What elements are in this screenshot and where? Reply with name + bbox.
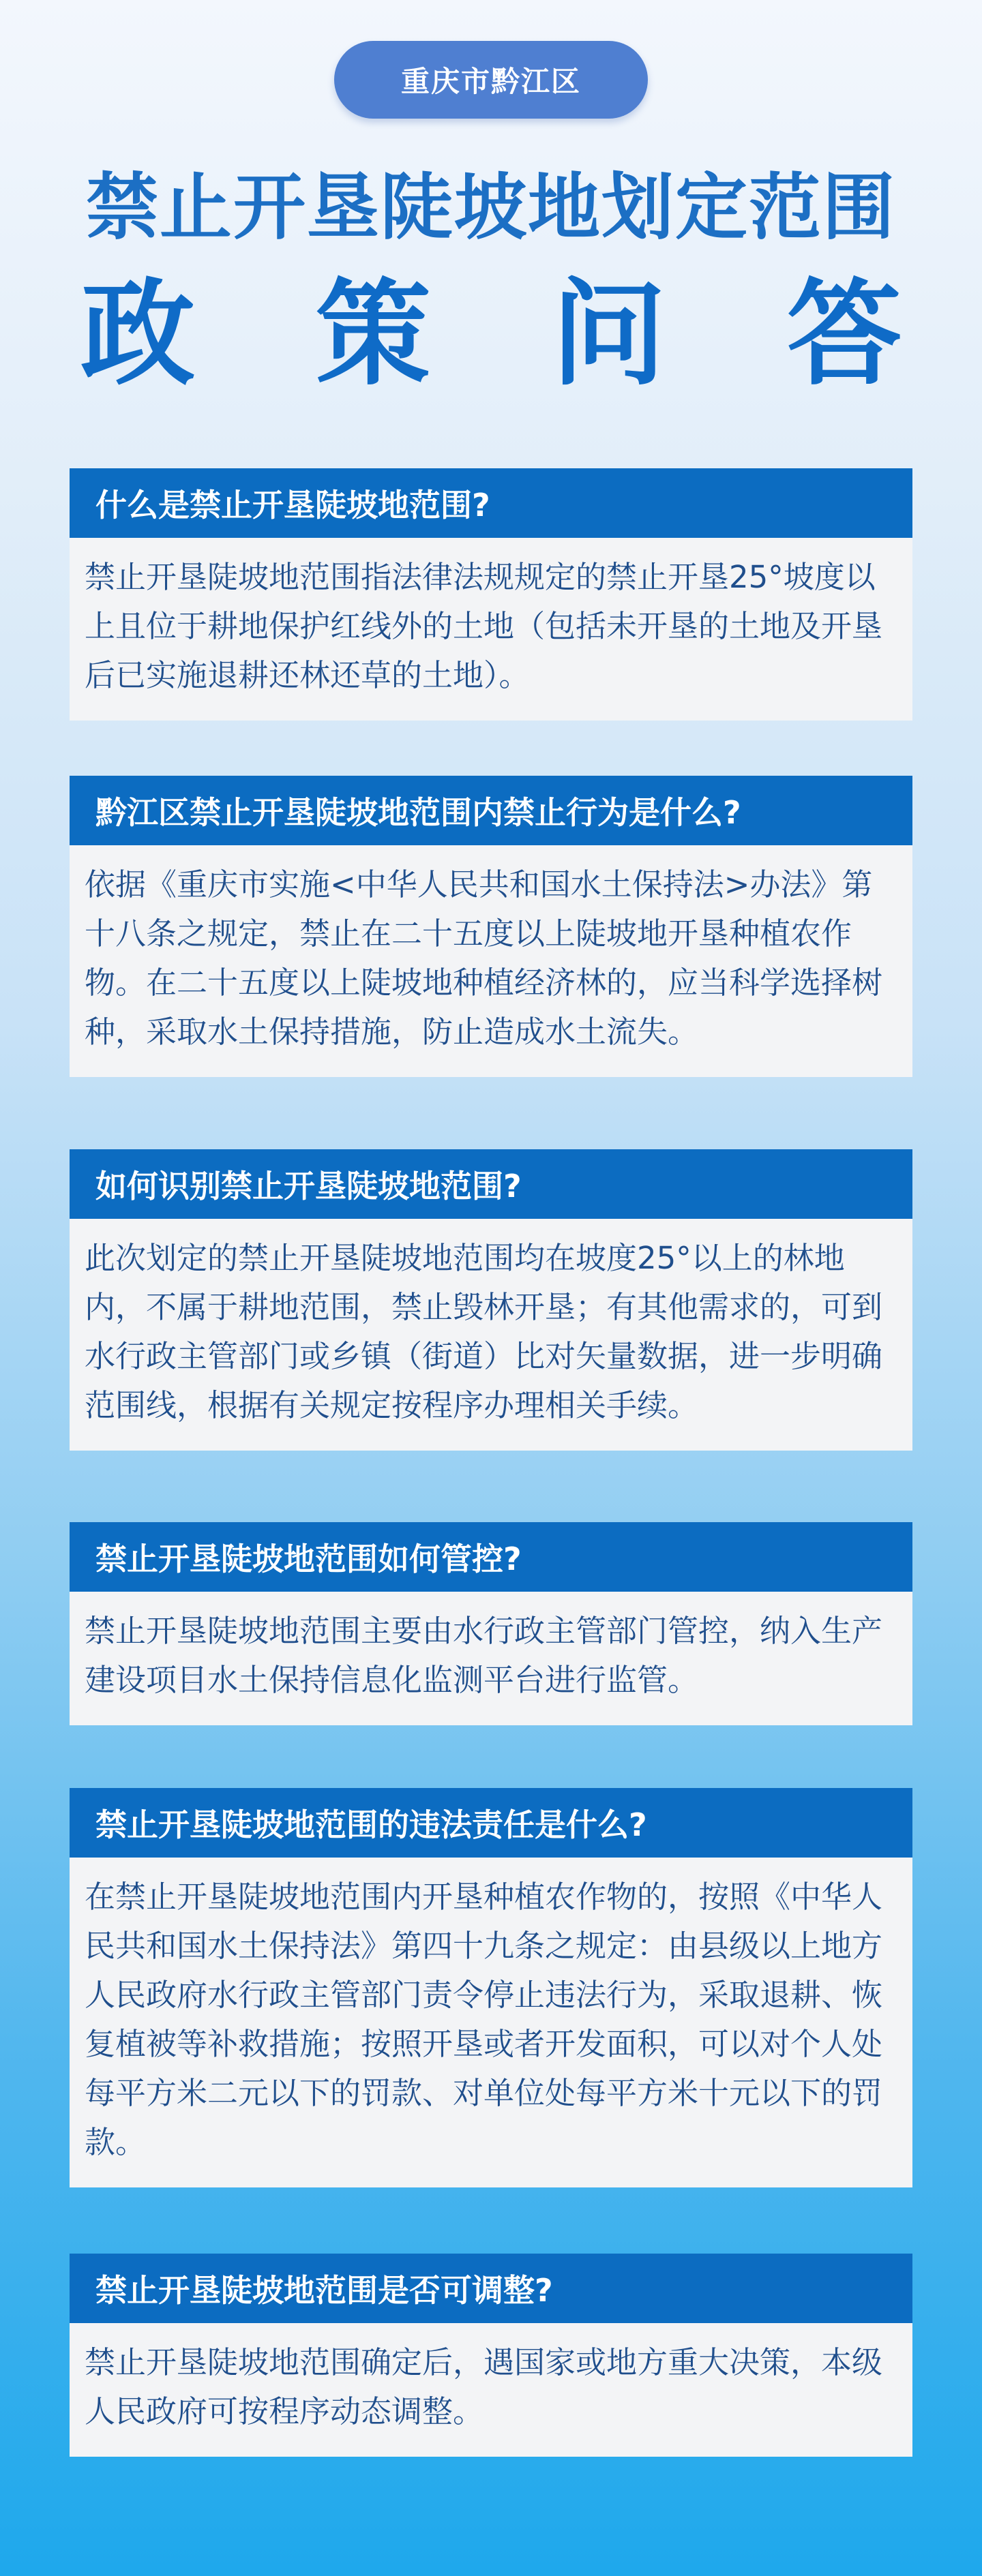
region-badge: 重庆市黔江区 bbox=[334, 41, 648, 119]
page-subtitle bbox=[80, 269, 902, 399]
qa-answer: 禁止开垦陡坡地范围确定后，遇国家或地方重大决策，本级人民政府可按程序动态调整。 bbox=[70, 2323, 912, 2457]
qa-card bbox=[70, 468, 912, 721]
qa-question: 黔江区禁止开垦陡坡地范围内禁止行为是什么? bbox=[70, 776, 912, 845]
qa-card bbox=[70, 776, 912, 1077]
qa-answer: 禁止开垦陡坡地范围主要由水行政主管部门管控，纳入生产建设项目水土保持信息化监测平台进行监管。 bbox=[70, 1592, 912, 1725]
subtitle-char: 政 bbox=[80, 267, 195, 401]
qa-card bbox=[70, 1788, 912, 2187]
qa-question: 禁止开垦陡坡地范围的违法责任是什么? bbox=[70, 1788, 912, 1858]
qa-question: 什么是禁止开垦陡坡地范围? bbox=[70, 468, 912, 538]
subtitle-char: 策 bbox=[316, 267, 431, 401]
qa-card bbox=[70, 2254, 912, 2457]
qa-question: 禁止开垦陡坡地范围是否可调整? bbox=[70, 2254, 912, 2323]
qa-card bbox=[70, 1522, 912, 1725]
qa-answer: 禁止开垦陡坡地范围指法律法规规定的禁止开垦25°坡度以上且位于耕地保护红线外的土地（包括未开垦的土地及开垦后已实施退耕还林还草的土地）。 bbox=[70, 538, 912, 721]
qa-card bbox=[70, 1149, 912, 1451]
subtitle-char: 答 bbox=[786, 267, 902, 401]
page-title: 禁止开垦陡坡地划定范围 bbox=[86, 166, 896, 249]
subtitle-char: 问 bbox=[551, 267, 666, 401]
qa-question: 如何识别禁止开垦陡坡地范围? bbox=[70, 1149, 912, 1219]
qa-answer: 依据《重庆市实施<中华人民共和国水土保持法>办法》第十八条之规定，禁止在二十五度以上陡坡地开垦种植农作物。在二十五度以上陡坡地种植经济林的，应当科学选择树种，采取水土保持措施，防止造成水土流失。 bbox=[70, 845, 912, 1077]
qa-question: 禁止开垦陡坡地范围如何管控? bbox=[70, 1522, 912, 1592]
qa-answer: 在禁止开垦陡坡地范围内开垦种植农作物的，按照《中华人民共和国水土保持法》第四十九条之规定：由县级以上地方人民政府水行政主管部门责令停止违法行为，采取退耕、恢复植被等补救措施；按照开垦或者开发面积，可以对个人处每平方米二元以下的罚款、对单位处每平方米十元以下的罚款。 bbox=[70, 1858, 912, 2187]
qa-answer: 此次划定的禁止开垦陡坡地范围均在坡度25°以上的林地内，不属于耕地范围，禁止毁林开垦；有其他需求的，可到水行政主管部门或乡镇（街道）比对矢量数据，进一步明确范围线，根据有关规定按程序办理相关手续。 bbox=[70, 1219, 912, 1451]
